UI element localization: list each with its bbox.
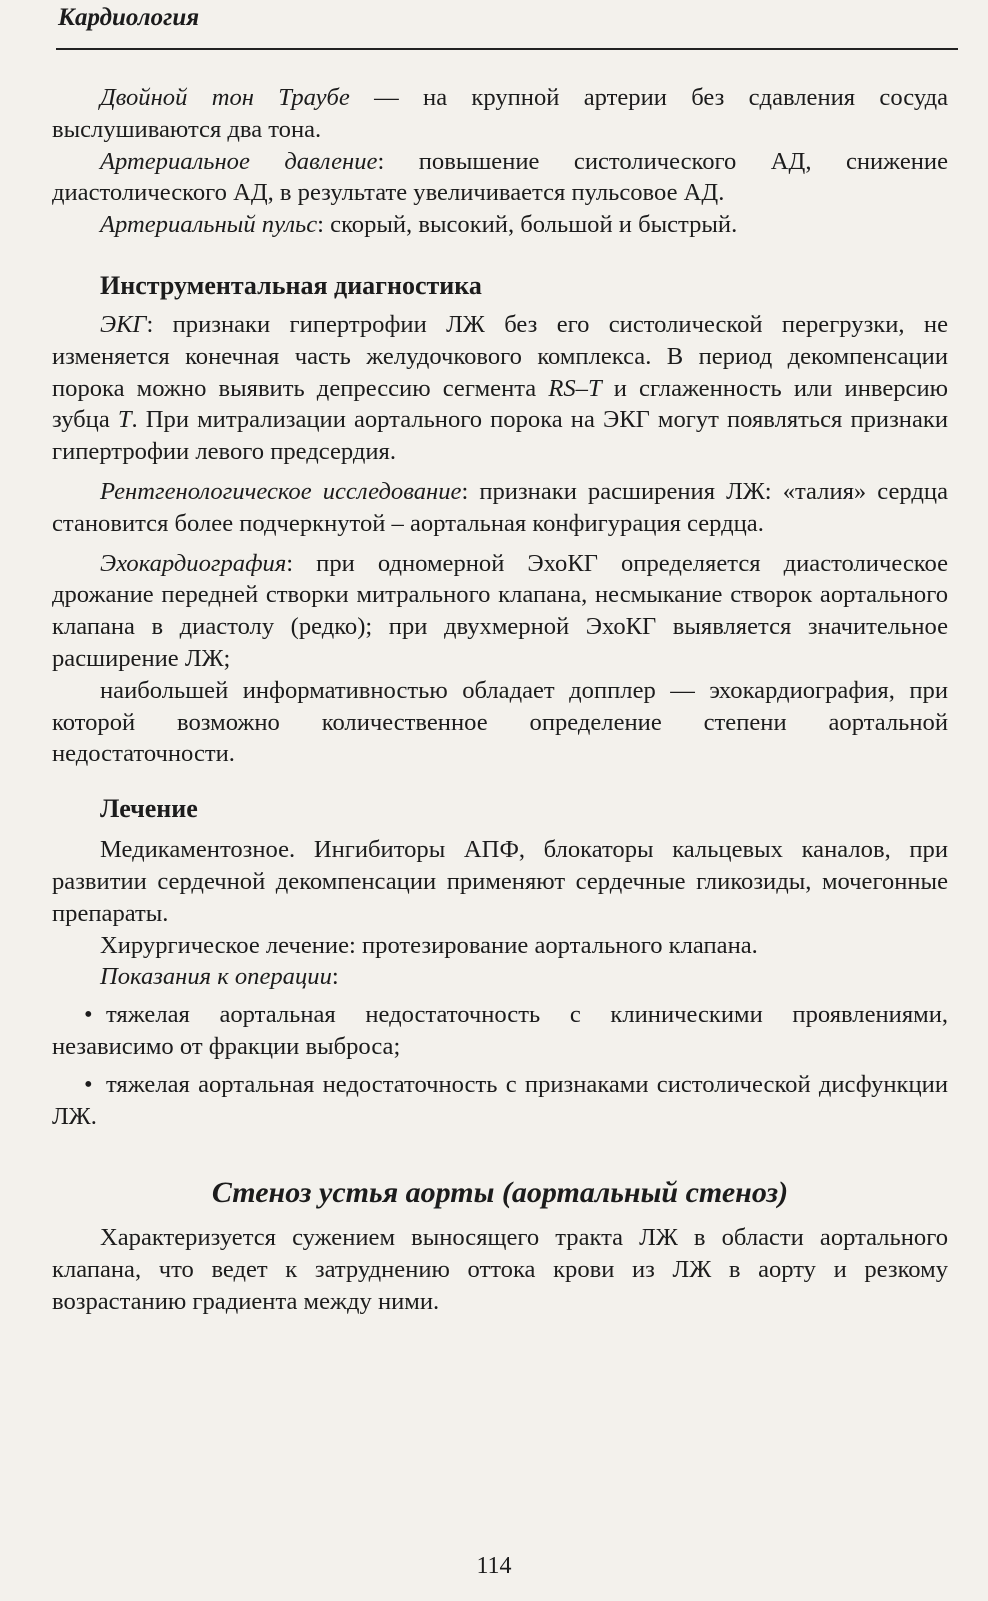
running-head: Кардиология: [58, 4, 200, 31]
paragraph-pulse: Артериальный пульс: скорый, высокий, большой и быстрый.: [100, 211, 738, 239]
list-item: • тяжелая аортальная недостаточность с клиническими проявлениями, независимо от фракции выброса;: [52, 1001, 948, 1060]
heading-treatment: Лечение: [100, 794, 198, 824]
heading-stenosis: Стеноз устья аорты (аортальный стеноз): [211, 1176, 789, 1210]
paragraph-blood-pressure: Артериальное давление: повышение систолического АД, снижение диастолического АД, в результате увеличивается пульсовое АД.: [52, 147, 949, 207]
paragraph-traube: Двойной тон Траубе — на крупной артерии без сдавления сосуда выслушиваются два тона.: [52, 84, 948, 143]
header-rule: [56, 48, 958, 50]
paragraph-ecg: ЭКГ: признаки гипертрофии ЛЖ без его систолической перегрузки, не изменяется конечная часть желудочкового комплекса. В период декомпенсации порока можно выявить депрессию сегмента RS–T и сглаженность или инверсию зубца T. При митрализации аортального порока на ЭКГ могут появляться признаки гипертрофии левого предсердия.: [52, 310, 948, 466]
page-number: 114: [476, 1553, 512, 1579]
paragraph-stenosis: Характеризуется сужением выносящего тракта ЛЖ в области аортального клапана, что ведет к затруднению оттока крови из ЛЖ в аорту и резкому возрастанию градиента между ними.: [52, 1224, 948, 1315]
paragraph-medical: Медикаментозное. Ингибиторы АПФ, блокаторы кальцевых каналов, при развитии сердечной декомпенсации применяют сердечные гликозиды, мочегонные препараты.: [52, 836, 948, 927]
paragraph-doppler: наибольшей информативностью обладает допплер — эхокардиография, при которой возможно количественное определение степени аортальной недостаточности.: [52, 676, 948, 768]
paragraph-echo: Эхокардиография: при одномерной ЭхоКГ определяется диастолическое дрожание передней створки митрального клапана, несмыкание створок аортального клапана в диастолу (редко); при двухмерной ЭхоКГ выявляется значительное расширение ЛЖ;: [52, 549, 948, 672]
paragraph-surgical: Хирургическое лечение: протезирование аортального клапана.: [100, 931, 758, 959]
list-item: • тяжелая аортальная недостаточность с признаками систолической дисфункции ЛЖ.: [52, 1070, 948, 1130]
bullet-icon: •: [84, 1070, 93, 1098]
indications-list: [52, 999, 948, 1132]
bullet-icon: •: [84, 1001, 93, 1029]
paragraph-xray: Рентгенологическое исследование: признаки расширения ЛЖ: «талия» сердца становится более подчеркнутой – аортальная конфигурация сердца.: [52, 477, 948, 537]
paragraph-indications: Показания к операции:: [100, 963, 339, 991]
heading-instrumental: Инструментальная диагностика: [100, 270, 482, 300]
page-content: [52, 82, 948, 1318]
